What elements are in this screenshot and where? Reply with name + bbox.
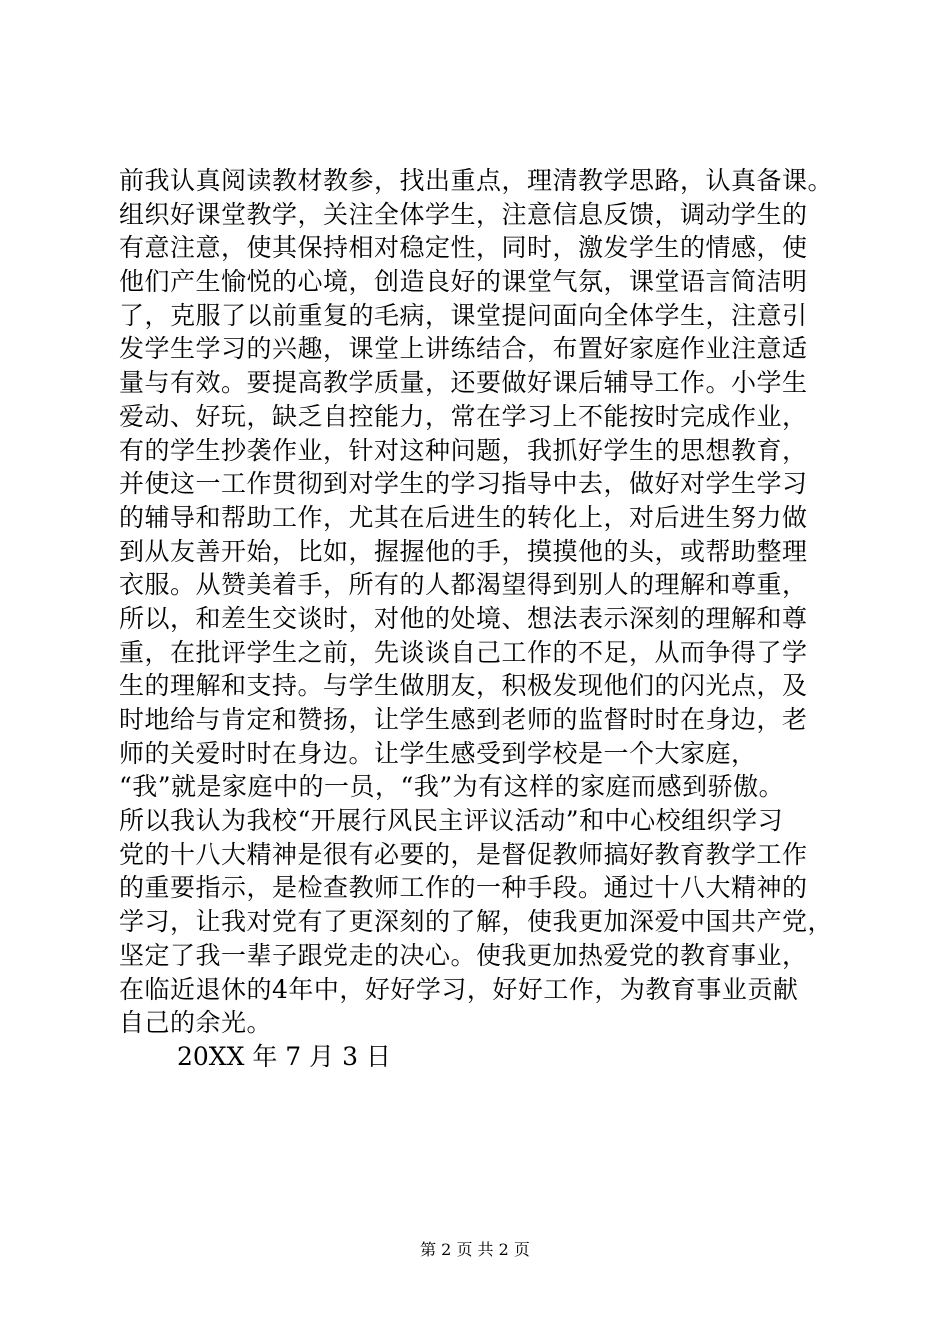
document-body xyxy=(119,164,859,1074)
body-line-3: 有意注意，使其保持相对稳定性，同时，激发学生的情感，使 xyxy=(119,233,808,263)
page-footer xyxy=(0,1240,950,1260)
body-line-9: 有的学生抄袭作业，针对这种问题，我抓好学生的思想教育， xyxy=(119,435,808,465)
body-line-22: 的重要指示，是检查教师工作的一种手段。通过十八大精神的 xyxy=(119,873,808,903)
body-line-18: 师的关爱时时在身边。让学生感受到学校是一个大家庭， xyxy=(119,738,757,768)
body-line-1: 前我认真阅读教材教参，找出重点，理清教学思路，认真备课。 xyxy=(119,166,834,195)
body-line-10: 并使这一工作贯彻到对学生的学习指导中去，做好对学生学习 xyxy=(119,469,808,499)
body-line-15: 重，在批评学生之前，先谈谈自己工作的不足，从而争得了学 xyxy=(119,637,808,667)
body-line-20: 所以我认为我校“开展行风民主评议活动”和中心校组织学习 xyxy=(119,806,784,836)
body-line-7: 量与有效。要提高教学质量，还要做好课后辅导工作。小学生 xyxy=(119,368,808,398)
body-line-14: 所以，和差生交谈时，对他的处境、想法表示深刻的理解和尊 xyxy=(119,603,808,633)
page-number-label: 第 2 页 共 2 页 xyxy=(420,1240,530,1259)
body-line-23: 学习，让我对党有了更深刻的了解，使我更加深爱中国共产党， xyxy=(119,907,834,937)
body-line-16: 生的理解和支持。与学生做朋友，积极发现他们的闪光点，及 xyxy=(119,671,808,701)
body-line-2: 组织好课堂教学，关注全体学生，注意信息反馈，调动学生的 xyxy=(119,199,808,229)
body-line-6: 发学生学习的兴趣，课堂上讲练结合，布置好家庭作业注意适 xyxy=(119,334,808,364)
document-date: 20XX 年 7 月 3 日 xyxy=(177,1041,391,1071)
body-line-4: 他们产生愉悦的心境，创造良好的课堂气氛，课堂语言简洁明 xyxy=(119,267,808,297)
body-line-19: “我”就是家庭中的一员，“我”为有这样的家庭而感到骄傲。 xyxy=(119,772,785,802)
body-line-21: 党的十八大精神是很有必要的，是督促教师搞好教育教学工作 xyxy=(119,839,808,869)
body-line-26: 自己的余光。 xyxy=(119,1008,273,1038)
body-line-13: 衣服。从赞美着手，所有的人都渴望得到别人的理解和尊重， xyxy=(119,570,808,600)
body-line-25: 在临近退休的4年中，好好学习，好好工作，为教育事业贡献 xyxy=(119,974,799,1004)
body-line-8: 爱动、好玩，缺乏自控能力，常在学习上不能按时完成作业， xyxy=(119,401,808,431)
body-line-24: 坚定了我一辈子跟党走的决心。使我更加热爱党的教育事业， xyxy=(119,940,808,970)
body-line-11: 的辅导和帮助工作，尤其在后进生的转化上，对后进生努力做 xyxy=(119,502,808,532)
body-line-17: 时地给与肯定和赞扬，让学生感到老师的监督时时在身边，老 xyxy=(119,705,808,734)
body-line-5: 了，克服了以前重复的毛病，课堂提问面向全体学生，注意引 xyxy=(119,300,808,330)
body-line-12: 到从友善开始，比如，握握他的手，摸摸他的头，或帮助整理 xyxy=(119,536,808,566)
